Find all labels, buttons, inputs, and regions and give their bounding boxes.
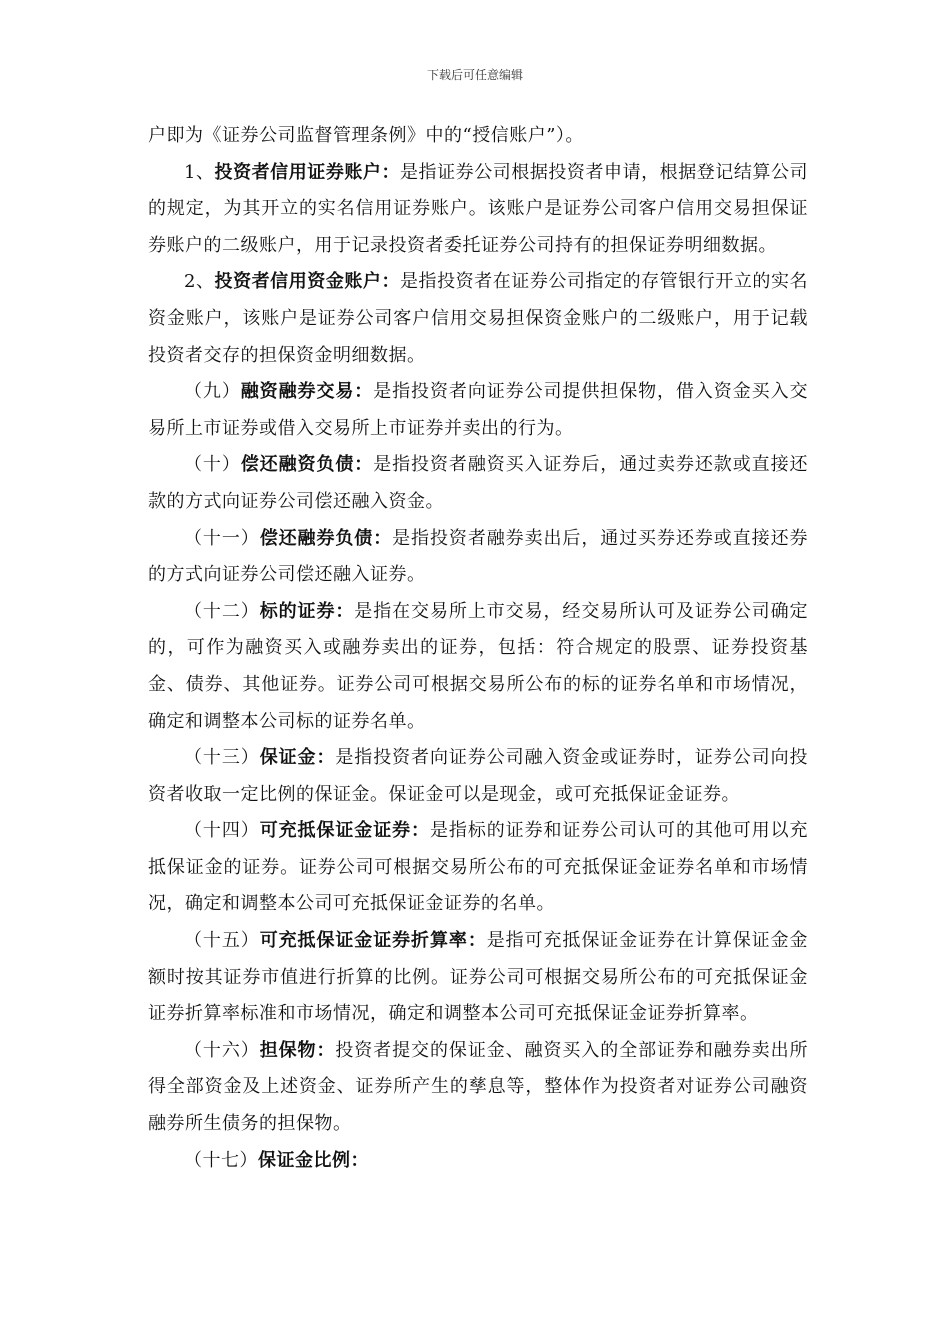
paragraph-conversion-rate <box>148 923 808 1033</box>
paragraph-prefix: （十一） <box>184 527 260 549</box>
paragraph-body: 是指证券公司根据投资者申请，根据登记结算公司的规定，为其开立的实名信用证券账户。该账户是证券公司客户信用交易担保证券账户的二级账户，用于记录投资者委托证券公司持有的担保证券明细数据。 <box>148 161 808 256</box>
paragraph-body: 是指标的证券和证券公司认可的其他可用以充抵保证金的证券。证券公司可根据交易所公布的可充抵保证金证券名单和市场情况，确定和调整本公司可充抵保证金证券的名单。 <box>148 820 808 915</box>
term-heading: 保证金比例： <box>258 1149 369 1171</box>
paragraph-prefix: （九） <box>184 381 241 403</box>
term-heading: 投资者信用证券账户： <box>214 161 401 183</box>
paragraph-prefix: （十五） <box>184 930 260 952</box>
paragraph-prefix: 1、 <box>184 161 215 183</box>
term-heading: 偿还融资负债： <box>240 454 374 476</box>
paragraph-prefix: （十） <box>184 454 241 476</box>
paragraph-credit-securities-account <box>148 155 808 265</box>
document-body <box>148 118 808 1179</box>
paragraph-credit-fund-account <box>148 264 808 374</box>
term-heading: 保证金： <box>259 747 336 769</box>
paragraph-prefix: （十四） <box>184 820 260 842</box>
paragraph-body: 是指投资者向证券公司提供担保物，借入资金买入交易所上市证券或借入交易所上市证券并卖出的行为。 <box>148 381 808 439</box>
term-heading: 偿还融券负债： <box>259 527 393 549</box>
paragraph-body: 户即为《证券公司监督管理条例》中的“授信账户”）。 <box>148 125 584 146</box>
paragraph-body: 是指投资者融资买入证券后，通过卖券还款或直接还款的方式向证券公司偿还融入资金。 <box>148 454 808 512</box>
paragraph-prefix: （十三） <box>184 747 260 769</box>
paragraph-prefix: （十二） <box>184 600 260 622</box>
paragraph-margin <box>148 740 808 813</box>
paragraph-continuation <box>148 118 808 155</box>
paragraph-collateral <box>148 1033 808 1143</box>
paragraph-repay-financing <box>148 447 808 520</box>
term-heading: 标的证券： <box>259 600 355 622</box>
term-heading: 投资者信用资金账户： <box>214 271 401 293</box>
paragraph-target-securities <box>148 594 808 740</box>
term-heading: 融资融券交易： <box>240 381 374 403</box>
term-heading: 可充抵保证金证券折算率： <box>259 930 487 952</box>
page-header: 下载后可任意编辑 <box>426 68 523 82</box>
paragraph-prefix: （十六） <box>184 1039 260 1061</box>
term-heading: 可充抵保证金证券： <box>259 820 430 842</box>
paragraph-body: 是指在交易所上市交易，经交易所认可及证券公司确定的，可作为融资买入或融券卖出的证券，包括：符合规定的股票、证券投资基金、债券、其他证券。证券公司可根据交易所公布的标的证券名单和市场情况，确定和调整本公司标的证券名单。 <box>148 600 808 732</box>
paragraph-prefix: 2、 <box>184 271 215 293</box>
term-heading: 担保物： <box>259 1039 336 1061</box>
paragraph-body: 是指投资者向证券公司融入资金或证券时，证券公司向投资者收取一定比例的保证金。保证金可以是现金，或可充抵保证金证券。 <box>148 747 808 805</box>
paragraph-body: 是指可充抵保证金证券在计算保证金金额时按其证券市值进行折算的比例。证券公司可根据交易所公布的可充抵保证金证券折算率标准和市场情况，确定和调整本公司可充抵保证金证券折算率。 <box>148 930 808 1025</box>
paragraph-margin-trading <box>148 374 808 447</box>
paragraph-body: 是指投资者在证券公司指定的存管银行开立的实名资金账户，该账户是证券公司客户信用交易担保资金账户的二级账户，用于记载投资者交存的担保资金明细数据。 <box>148 271 808 366</box>
paragraph-collateral-securities <box>148 813 808 923</box>
paragraph-body: 是指投资者融券卖出后，通过买券还券或直接还券的方式向证券公司偿还融入证券。 <box>148 527 808 586</box>
paragraph-margin-ratio <box>148 1143 808 1180</box>
paragraph-repay-securities <box>148 521 808 594</box>
paragraph-body: 投资者提交的保证金、融资买入的全部证券和融券卖出所得全部资金及上述资金、证券所产生的孳息等，整体作为投资者对证券公司融资融券所生债务的担保物。 <box>148 1039 808 1135</box>
paragraph-prefix: （十七） <box>184 1149 258 1171</box>
